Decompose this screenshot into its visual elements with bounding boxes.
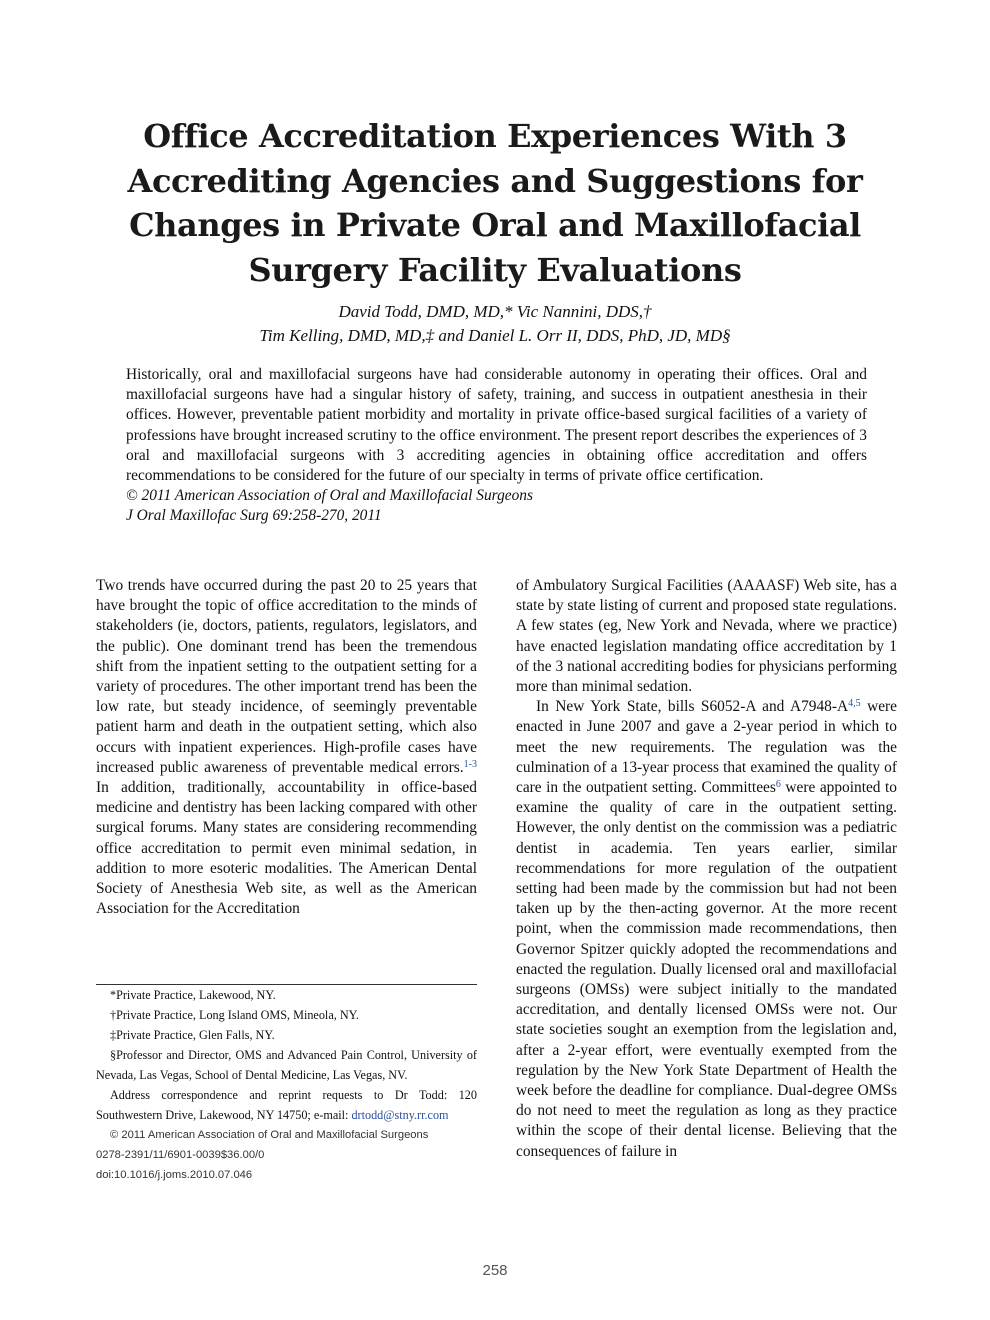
authors-line-1: David Todd, DMD, MD,* Vic Nannini, DDS,† bbox=[338, 302, 652, 321]
body-column-left bbox=[96, 576, 477, 919]
affiliation-footnote: §Professor and Director, OMS and Advanced Pain Control, University of Nevada, Las Vegas, School of Dental Medicine, Las Vegas, NV. bbox=[96, 1048, 477, 1082]
reference-link[interactable]: 1-3 bbox=[463, 758, 477, 770]
issn-line: 0278-2391/11/6901-0039$36.00/0 bbox=[96, 1149, 265, 1161]
body-paragraph bbox=[96, 576, 477, 919]
journal-citation: J Oral Maxillofac Surg 69:258-270, 2011 bbox=[126, 507, 382, 525]
body-paragraph bbox=[516, 697, 897, 1162]
body-text: were enacted in June 2007 and gave a 2-year period in which to meet the new requirements. The regulation was the culmination of a 13-year process that examined the quality of care in the outpatient setting. Committees bbox=[516, 698, 897, 797]
body-text: Two trends have occurred during the past 20 to 25 years that have brought the topic of office accreditation to the minds of stakeholders (ie, doctors, patients, regulators, legislators, and the public). One dominant trend has been the tremendous shift from the inpatient setting to the outpatient setting for a variety of procedures. The other important trend has been the low rate, but steady incidence, of seemingly preventable patient harm and death in the outpatient setting, which also occurs with inpatient experiences. High-profile cases have increased public awareness of preventable medical errors. bbox=[96, 577, 477, 776]
abstract-text: Historically, oral and maxillofacial surgeons have had considerable autonomy in operating their offices. Oral and maxillofacial surgeons have had a singular history of safety, training, and success in outpatient anesthesia in their offices. However, preventable patient morbidity and mortality in private office-based surgical facilities of a variety of professions have brought increased scrutiny to the office environment. The present report describes the experiences of 3 oral and maxillofacial surgeons with 3 accrediting agencies in obtaining office accreditation and offers recommendations to be considered for the future of our specialty in terms of private office certification. bbox=[126, 366, 867, 485]
article-title: Office Accreditation Experiences With 3 Accrediting Agencies and Suggestions for Changes in Private Oral and Maxillofacial Surgery Facility Evaluations bbox=[127, 117, 863, 289]
page-number: 258 bbox=[482, 1262, 508, 1279]
body-text: In New York State, bills S6052-A and A7948-A bbox=[536, 698, 849, 716]
affiliation-footnote: ‡Private Practice, Glen Falls, NY. bbox=[110, 1028, 275, 1042]
footnotes bbox=[96, 985, 477, 1185]
abstract bbox=[126, 365, 867, 527]
abstract-copyright: © 2011 American Association of Oral and Maxillofacial Surgeons bbox=[126, 487, 533, 505]
reference-link[interactable]: 6 bbox=[775, 779, 781, 791]
affiliation-footnote: *Private Practice, Lakewood, NY. bbox=[110, 988, 276, 1002]
body-text: were appointed to examine the quality of care in the outpatient setting. However, the only dentist on the commission was a pediatric dentist in academia. Ten years earlier, similar recommendations for more regulation of the outpatient setting had been made by the commission but had not been taken up by the then-acting governor. At the more recent point, when the commission made recommendations, then Governor Spitzer quickly adopted the recommendations and enacted the regulation. Dually licensed oral and maxillofacial surgeons (OMSs) were subject initially to the mandated accreditation, and dentally licensed OMSs were not. Our state societies sought an exemption from the legislation and, after a 2-year effort, were eventually exempted from the regulation by the New York State Department of Health the week before the deadline for compliance. Dual-degree OMSs do not need to meet the regulation as long as they practice within the scope of their dental license. Believing that the consequences of failure in bbox=[516, 779, 898, 1160]
reference-link[interactable]: 4,5 bbox=[848, 698, 861, 710]
correspondence-address bbox=[96, 1085, 477, 1125]
body-paragraph: of Ambulatory Surgical Facilities (AAAASF) Web site, has a state by state listing of current and proposed state regulations. A few states (eg, New York and Nevada, where we practice) have enacted legislation mandating office accreditation by 1 of the 3 national accrediting bodies for physicians performing more than minimal sedation. bbox=[516, 577, 897, 696]
body-column-right bbox=[516, 576, 897, 1162]
address-text: Address correspondence and reprint requests to Dr Todd: 120 Southwestern Drive, Lakewood, NY 14750; e-mail: bbox=[96, 1088, 477, 1122]
footer-copyright: © 2011 American Association of Oral and Maxillofacial Surgeons bbox=[110, 1129, 429, 1141]
author-list bbox=[110, 300, 880, 348]
authors-line-2: Tim Kelling, DMD, MD,‡ and Daniel L. Orr II, DDS, PhD, JD, MD§ bbox=[259, 326, 731, 345]
affiliation-footnote: †Private Practice, Long Island OMS, Mineola, NY. bbox=[110, 1008, 359, 1022]
doi-line[interactable]: doi:10.1016/j.joms.2010.07.046 bbox=[96, 1169, 253, 1181]
body-text: In addition, traditionally, accountability in office-based medicine and dentistry has been lacking compared with other surgical forums. Many states are considering recommending office accreditation to permit even minimal sedation, in addition to more esoteric modalities. The American Dental Society of Anesthesia Web site, as well as the American Association for the Accreditation bbox=[96, 779, 477, 918]
email-link[interactable]: drtodd@stny.rr.com bbox=[351, 1108, 449, 1122]
